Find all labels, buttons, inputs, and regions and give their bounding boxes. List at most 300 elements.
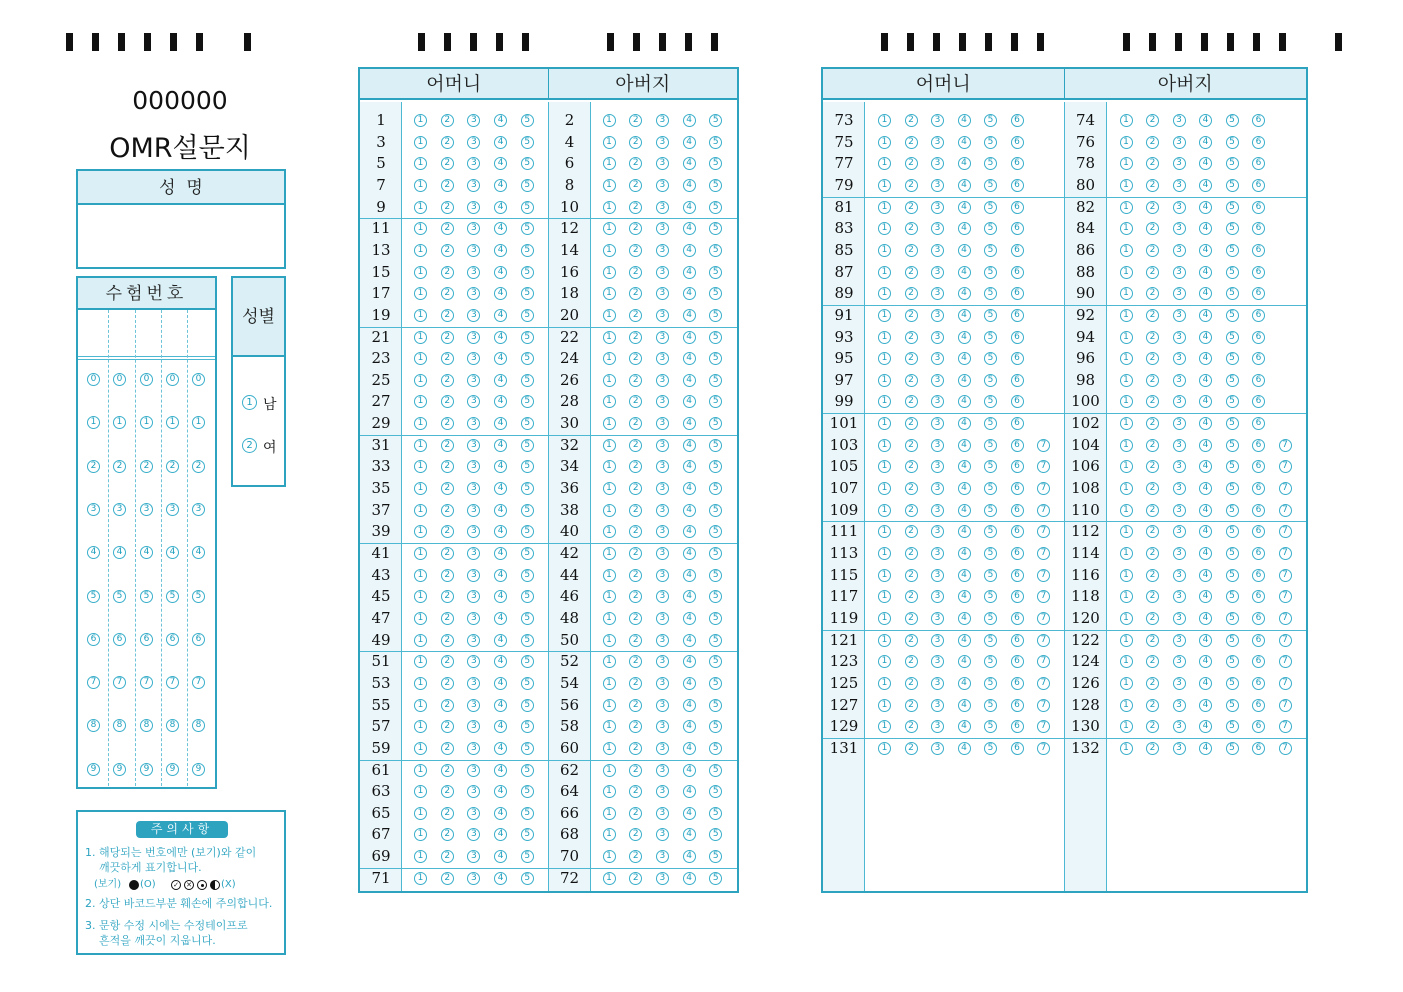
answer-bubble[interactable]: 1 — [603, 807, 616, 820]
answer-bubble[interactable]: 1 — [603, 157, 616, 170]
answer-bubble[interactable]: 5 — [984, 612, 997, 625]
answer-bubble[interactable]: 3 — [656, 439, 669, 452]
answer-bubble[interactable]: 4 — [494, 612, 507, 625]
answer-bubble[interactable]: 1 — [603, 244, 616, 257]
answer-bubble[interactable]: 1 — [878, 460, 891, 473]
answer-bubble[interactable]: 6 — [1011, 547, 1024, 560]
answer-bubble[interactable]: 2 — [1146, 634, 1159, 647]
answer-bubble[interactable]: 2 — [629, 677, 642, 690]
answer-bubble[interactable]: 6 — [1011, 525, 1024, 538]
answer-bubble[interactable]: 3 — [1173, 395, 1186, 408]
answer-bubble[interactable]: 5 — [984, 287, 997, 300]
answer-bubble[interactable]: 3 — [467, 331, 480, 344]
answer-bubble[interactable]: 5 — [709, 655, 722, 668]
answer-bubble[interactable]: 6 — [1252, 547, 1265, 560]
answer-bubble[interactable]: 2 — [905, 547, 918, 560]
answer-bubble[interactable]: 2 — [905, 590, 918, 603]
answer-bubble[interactable]: 2 — [629, 179, 642, 192]
answer-bubble[interactable]: 1 — [603, 395, 616, 408]
answer-bubble[interactable]: 3 — [931, 331, 944, 344]
answer-bubble[interactable]: 1 — [1120, 439, 1133, 452]
exam-digit-bubble[interactable]: 0 — [87, 373, 100, 386]
answer-bubble[interactable]: 5 — [1226, 374, 1239, 387]
answer-bubble[interactable]: 3 — [931, 634, 944, 647]
answer-bubble[interactable]: 3 — [656, 460, 669, 473]
answer-bubble[interactable]: 3 — [656, 677, 669, 690]
answer-bubble[interactable]: 2 — [441, 179, 454, 192]
answer-bubble[interactable]: 4 — [1199, 460, 1212, 473]
answer-bubble[interactable]: 2 — [1146, 742, 1159, 755]
answer-bubble[interactable]: 3 — [656, 525, 669, 538]
answer-bubble[interactable]: 3 — [467, 179, 480, 192]
answer-bubble[interactable]: 7 — [1037, 504, 1050, 517]
answer-bubble[interactable]: 5 — [984, 439, 997, 452]
answer-bubble[interactable]: 2 — [629, 569, 642, 582]
answer-bubble[interactable]: 2 — [441, 720, 454, 733]
answer-bubble[interactable]: 4 — [683, 482, 696, 495]
answer-bubble[interactable]: 5 — [984, 677, 997, 690]
answer-bubble[interactable]: 4 — [1199, 634, 1212, 647]
answer-bubble[interactable]: 3 — [656, 266, 669, 279]
answer-bubble[interactable]: 6 — [1252, 179, 1265, 192]
answer-bubble[interactable]: 2 — [905, 569, 918, 582]
answer-bubble[interactable]: 1 — [603, 785, 616, 798]
answer-bubble[interactable]: 6 — [1011, 244, 1024, 257]
answer-bubble[interactable]: 3 — [467, 677, 480, 690]
answer-bubble[interactable]: 1 — [603, 720, 616, 733]
answer-bubble[interactable]: 3 — [467, 764, 480, 777]
answer-bubble[interactable]: 6 — [1011, 395, 1024, 408]
answer-bubble[interactable]: 3 — [656, 590, 669, 603]
answer-bubble[interactable]: 3 — [931, 266, 944, 279]
answer-bubble[interactable]: 5 — [521, 569, 534, 582]
answer-bubble[interactable]: 3 — [656, 482, 669, 495]
answer-bubble[interactable]: 4 — [494, 764, 507, 777]
answer-bubble[interactable]: 6 — [1011, 136, 1024, 149]
answer-bubble[interactable]: 3 — [1173, 590, 1186, 603]
answer-bubble[interactable]: 2 — [629, 612, 642, 625]
answer-bubble[interactable]: 5 — [709, 785, 722, 798]
answer-bubble[interactable]: 5 — [984, 634, 997, 647]
answer-bubble[interactable]: 1 — [414, 395, 427, 408]
answer-bubble[interactable]: 5 — [521, 201, 534, 214]
answer-bubble[interactable]: 4 — [494, 720, 507, 733]
answer-bubble[interactable]: 4 — [494, 634, 507, 647]
answer-bubble[interactable]: 3 — [1173, 612, 1186, 625]
answer-bubble[interactable]: 1 — [1120, 634, 1133, 647]
answer-bubble[interactable]: 2 — [441, 287, 454, 300]
answer-bubble[interactable]: 4 — [494, 677, 507, 690]
answer-bubble[interactable]: 2 — [1146, 157, 1159, 170]
answer-bubble[interactable]: 5 — [521, 612, 534, 625]
answer-bubble[interactable]: 2 — [905, 439, 918, 452]
answer-bubble[interactable]: 3 — [467, 655, 480, 668]
answer-bubble[interactable]: 4 — [683, 677, 696, 690]
answer-bubble[interactable]: 3 — [656, 872, 669, 885]
answer-bubble[interactable]: 7 — [1037, 547, 1050, 560]
answer-bubble[interactable]: 3 — [656, 634, 669, 647]
answer-bubble[interactable]: 4 — [683, 785, 696, 798]
answer-bubble[interactable]: 1 — [414, 655, 427, 668]
answer-bubble[interactable]: 5 — [1226, 244, 1239, 257]
answer-bubble[interactable]: 4 — [958, 222, 971, 235]
answer-bubble[interactable]: 1 — [878, 590, 891, 603]
answer-bubble[interactable]: 4 — [958, 417, 971, 430]
answer-bubble[interactable]: 1 — [1120, 374, 1133, 387]
answer-bubble[interactable]: 4 — [683, 634, 696, 647]
answer-bubble[interactable]: 1 — [414, 417, 427, 430]
answer-bubble[interactable]: 2 — [629, 222, 642, 235]
answer-bubble[interactable]: 5 — [521, 395, 534, 408]
answer-bubble[interactable]: 5 — [984, 742, 997, 755]
answer-bubble[interactable]: 5 — [1226, 395, 1239, 408]
answer-bubble[interactable]: 1 — [878, 569, 891, 582]
answer-bubble[interactable]: 3 — [1173, 525, 1186, 538]
answer-bubble[interactable]: 4 — [1199, 525, 1212, 538]
answer-bubble[interactable]: 3 — [467, 439, 480, 452]
answer-bubble[interactable]: 4 — [1199, 179, 1212, 192]
answer-bubble[interactable]: 2 — [1146, 352, 1159, 365]
answer-bubble[interactable]: 4 — [958, 482, 971, 495]
answer-bubble[interactable]: 3 — [1173, 136, 1186, 149]
answer-bubble[interactable]: 4 — [958, 634, 971, 647]
exam-digit-bubble[interactable]: 5 — [192, 590, 205, 603]
answer-bubble[interactable]: 5 — [709, 504, 722, 517]
answer-bubble[interactable]: 1 — [414, 612, 427, 625]
answer-bubble[interactable]: 2 — [905, 179, 918, 192]
answer-bubble[interactable]: 3 — [1173, 222, 1186, 235]
exam-digit-bubble[interactable]: 5 — [113, 590, 126, 603]
answer-bubble[interactable]: 3 — [656, 352, 669, 365]
answer-bubble[interactable]: 2 — [1146, 720, 1159, 733]
answer-bubble[interactable]: 4 — [683, 547, 696, 560]
answer-bubble[interactable]: 5 — [709, 634, 722, 647]
answer-bubble[interactable]: 1 — [414, 331, 427, 344]
answer-bubble[interactable]: 1 — [1120, 157, 1133, 170]
exam-digit-bubble[interactable]: 1 — [113, 416, 126, 429]
answer-bubble[interactable]: 5 — [709, 482, 722, 495]
answer-bubble[interactable]: 4 — [1199, 114, 1212, 127]
answer-bubble[interactable]: 2 — [629, 114, 642, 127]
answer-bubble[interactable]: 4 — [958, 720, 971, 733]
answer-bubble[interactable]: 1 — [1120, 244, 1133, 257]
answer-bubble[interactable]: 2 — [441, 699, 454, 712]
answer-bubble[interactable]: 1 — [878, 439, 891, 452]
answer-bubble[interactable]: 2 — [905, 720, 918, 733]
answer-bubble[interactable]: 2 — [905, 374, 918, 387]
answer-bubble[interactable]: 3 — [1173, 244, 1186, 257]
answer-bubble[interactable]: 3 — [467, 872, 480, 885]
answer-bubble[interactable]: 4 — [683, 374, 696, 387]
answer-bubble[interactable]: 2 — [441, 352, 454, 365]
answer-bubble[interactable]: 2 — [905, 309, 918, 322]
answer-bubble[interactable]: 3 — [467, 828, 480, 841]
exam-digit-bubble[interactable]: 2 — [192, 460, 205, 473]
answer-bubble[interactable]: 2 — [441, 742, 454, 755]
answer-bubble[interactable]: 1 — [1120, 352, 1133, 365]
answer-bubble[interactable]: 1 — [414, 287, 427, 300]
exam-digit-bubble[interactable]: 4 — [87, 546, 100, 559]
answer-bubble[interactable]: 2 — [441, 525, 454, 538]
answer-bubble[interactable]: 2 — [629, 634, 642, 647]
answer-bubble[interactable]: 4 — [1199, 655, 1212, 668]
answer-bubble[interactable]: 4 — [494, 828, 507, 841]
answer-bubble[interactable]: 4 — [494, 482, 507, 495]
answer-bubble[interactable]: 6 — [1252, 331, 1265, 344]
answer-bubble[interactable]: 3 — [656, 655, 669, 668]
answer-bubble[interactable]: 3 — [467, 807, 480, 820]
answer-bubble[interactable]: 5 — [521, 850, 534, 863]
answer-bubble[interactable]: 2 — [905, 222, 918, 235]
answer-bubble[interactable]: 2 — [905, 677, 918, 690]
answer-bubble[interactable]: 6 — [1252, 504, 1265, 517]
answer-bubble[interactable]: 5 — [1226, 504, 1239, 517]
answer-bubble[interactable]: 2 — [441, 504, 454, 517]
answer-bubble[interactable]: 1 — [414, 872, 427, 885]
exam-digit-bubble[interactable]: 8 — [192, 719, 205, 732]
exam-digit-bubble[interactable]: 1 — [140, 416, 153, 429]
answer-bubble[interactable]: 7 — [1037, 634, 1050, 647]
answer-bubble[interactable]: 1 — [414, 699, 427, 712]
exam-digit-bubble[interactable]: 6 — [140, 633, 153, 646]
exam-digit-bubble[interactable]: 6 — [87, 633, 100, 646]
answer-bubble[interactable]: 4 — [683, 720, 696, 733]
answer-bubble[interactable]: 4 — [958, 157, 971, 170]
answer-bubble[interactable]: 6 — [1011, 287, 1024, 300]
answer-bubble[interactable]: 3 — [1173, 266, 1186, 279]
answer-bubble[interactable]: 5 — [521, 807, 534, 820]
answer-bubble[interactable]: 3 — [931, 612, 944, 625]
answer-bubble[interactable]: 4 — [494, 547, 507, 560]
answer-bubble[interactable]: 3 — [656, 201, 669, 214]
answer-bubble[interactable]: 4 — [494, 699, 507, 712]
answer-bubble[interactable]: 2 — [905, 352, 918, 365]
answer-bubble[interactable]: 6 — [1011, 331, 1024, 344]
answer-bubble[interactable]: 1 — [414, 460, 427, 473]
answer-bubble[interactable]: 3 — [467, 850, 480, 863]
answer-bubble[interactable]: 1 — [603, 828, 616, 841]
answer-bubble[interactable]: 5 — [1226, 590, 1239, 603]
answer-bubble[interactable]: 1 — [414, 201, 427, 214]
answer-bubble[interactable]: 3 — [656, 287, 669, 300]
answer-bubble[interactable]: 4 — [1199, 266, 1212, 279]
answer-bubble[interactable]: 2 — [1146, 612, 1159, 625]
answer-bubble[interactable]: 3 — [931, 569, 944, 582]
answer-bubble[interactable]: 7 — [1279, 460, 1292, 473]
answer-bubble[interactable]: 5 — [709, 590, 722, 603]
answer-bubble[interactable]: 7 — [1037, 612, 1050, 625]
answer-bubble[interactable]: 5 — [984, 482, 997, 495]
answer-bubble[interactable]: 6 — [1011, 201, 1024, 214]
answer-bubble[interactable]: 2 — [1146, 482, 1159, 495]
answer-bubble[interactable]: 4 — [683, 850, 696, 863]
answer-bubble[interactable]: 5 — [521, 136, 534, 149]
answer-bubble[interactable]: 4 — [683, 525, 696, 538]
answer-bubble[interactable]: 1 — [878, 287, 891, 300]
answer-bubble[interactable]: 3 — [1173, 634, 1186, 647]
answer-bubble[interactable]: 4 — [683, 460, 696, 473]
answer-bubble[interactable]: 2 — [629, 287, 642, 300]
answer-bubble[interactable]: 2 — [441, 590, 454, 603]
answer-bubble[interactable]: 1 — [1120, 287, 1133, 300]
answer-bubble[interactable]: 2 — [441, 136, 454, 149]
answer-bubble[interactable]: 5 — [521, 309, 534, 322]
answer-bubble[interactable]: 5 — [984, 352, 997, 365]
answer-bubble[interactable]: 5 — [1226, 742, 1239, 755]
answer-bubble[interactable]: 2 — [441, 764, 454, 777]
answer-bubble[interactable]: 4 — [683, 179, 696, 192]
exam-digit-bubble[interactable]: 7 — [87, 676, 100, 689]
answer-bubble[interactable]: 4 — [958, 352, 971, 365]
answer-bubble[interactable]: 1 — [1120, 612, 1133, 625]
answer-bubble[interactable]: 5 — [521, 114, 534, 127]
answer-bubble[interactable]: 1 — [878, 720, 891, 733]
answer-bubble[interactable]: 1 — [603, 634, 616, 647]
answer-bubble[interactable]: 3 — [931, 677, 944, 690]
answer-bubble[interactable]: 1 — [878, 547, 891, 560]
answer-bubble[interactable]: 6 — [1011, 439, 1024, 452]
answer-bubble[interactable]: 3 — [467, 157, 480, 170]
answer-bubble[interactable]: 6 — [1011, 157, 1024, 170]
answer-bubble[interactable]: 3 — [1173, 114, 1186, 127]
answer-bubble[interactable]: 5 — [1226, 309, 1239, 322]
answer-bubble[interactable]: 2 — [441, 547, 454, 560]
answer-bubble[interactable]: 3 — [656, 612, 669, 625]
answer-bubble[interactable]: 4 — [683, 504, 696, 517]
answer-bubble[interactable]: 5 — [1226, 547, 1239, 560]
answer-bubble[interactable]: 2 — [629, 374, 642, 387]
answer-bubble[interactable]: 1 — [878, 266, 891, 279]
answer-bubble[interactable]: 5 — [984, 331, 997, 344]
answer-bubble[interactable]: 3 — [656, 222, 669, 235]
answer-bubble[interactable]: 5 — [521, 179, 534, 192]
answer-bubble[interactable]: 4 — [494, 157, 507, 170]
answer-bubble[interactable]: 1 — [1120, 742, 1133, 755]
answer-bubble[interactable]: 6 — [1252, 590, 1265, 603]
answer-bubble[interactable]: 1 — [1120, 655, 1133, 668]
answer-bubble[interactable]: 4 — [494, 850, 507, 863]
answer-bubble[interactable]: 1 — [414, 309, 427, 322]
exam-digit-bubble[interactable]: 2 — [87, 460, 100, 473]
answer-bubble[interactable]: 1 — [1120, 222, 1133, 235]
answer-bubble[interactable]: 2 — [629, 850, 642, 863]
answer-bubble[interactable]: 5 — [709, 569, 722, 582]
answer-bubble[interactable]: 4 — [958, 374, 971, 387]
answer-bubble[interactable]: 1 — [1120, 569, 1133, 582]
answer-bubble[interactable]: 1 — [603, 331, 616, 344]
answer-bubble[interactable]: 3 — [931, 699, 944, 712]
exam-digit-bubble[interactable]: 6 — [192, 633, 205, 646]
answer-bubble[interactable]: 5 — [1226, 417, 1239, 430]
answer-bubble[interactable]: 2 — [441, 482, 454, 495]
answer-bubble[interactable]: 6 — [1011, 374, 1024, 387]
answer-bubble[interactable]: 5 — [1226, 612, 1239, 625]
exam-digit-bubble[interactable]: 5 — [87, 590, 100, 603]
answer-bubble[interactable]: 6 — [1011, 677, 1024, 690]
answer-bubble[interactable]: 1 — [603, 655, 616, 668]
answer-bubble[interactable]: 2 — [441, 114, 454, 127]
answer-bubble[interactable]: 6 — [1252, 114, 1265, 127]
answer-bubble[interactable]: 3 — [1173, 742, 1186, 755]
answer-bubble[interactable]: 3 — [1173, 331, 1186, 344]
answer-bubble[interactable]: 7 — [1037, 569, 1050, 582]
answer-bubble[interactable]: 5 — [709, 244, 722, 257]
answer-bubble[interactable]: 1 — [878, 395, 891, 408]
answer-bubble[interactable]: 6 — [1252, 699, 1265, 712]
answer-bubble[interactable]: 4 — [958, 742, 971, 755]
answer-bubble[interactable]: 5 — [1226, 634, 1239, 647]
answer-bubble[interactable]: 1 — [414, 677, 427, 690]
answer-bubble[interactable]: 5 — [1226, 287, 1239, 300]
answer-bubble[interactable]: 4 — [1199, 612, 1212, 625]
answer-bubble[interactable]: 4 — [683, 114, 696, 127]
answer-bubble[interactable]: 1 — [1120, 720, 1133, 733]
answer-bubble[interactable]: 4 — [958, 699, 971, 712]
answer-bubble[interactable]: 5 — [1226, 677, 1239, 690]
answer-bubble[interactable]: 3 — [656, 157, 669, 170]
answer-bubble[interactable]: 5 — [1226, 201, 1239, 214]
answer-bubble[interactable]: 5 — [984, 460, 997, 473]
answer-bubble[interactable]: 6 — [1011, 460, 1024, 473]
answer-bubble[interactable]: 3 — [931, 244, 944, 257]
answer-bubble[interactable]: 3 — [931, 395, 944, 408]
answer-bubble[interactable]: 4 — [494, 201, 507, 214]
exam-digit-bubble[interactable]: 9 — [140, 763, 153, 776]
answer-bubble[interactable]: 1 — [878, 677, 891, 690]
exam-number-input-row[interactable] — [78, 310, 215, 356]
exam-digit-bubble[interactable]: 4 — [140, 546, 153, 559]
answer-bubble[interactable]: 1 — [603, 569, 616, 582]
answer-bubble[interactable]: 4 — [683, 309, 696, 322]
answer-bubble[interactable]: 3 — [656, 136, 669, 149]
exam-digit-bubble[interactable]: 5 — [140, 590, 153, 603]
answer-bubble[interactable]: 3 — [1173, 157, 1186, 170]
answer-bubble[interactable]: 5 — [984, 222, 997, 235]
answer-bubble[interactable]: 4 — [1199, 720, 1212, 733]
answer-bubble[interactable]: 4 — [683, 266, 696, 279]
answer-bubble[interactable]: 3 — [467, 352, 480, 365]
answer-bubble[interactable]: 1 — [414, 266, 427, 279]
answer-bubble[interactable]: 4 — [958, 677, 971, 690]
answer-bubble[interactable]: 4 — [1199, 742, 1212, 755]
answer-bubble[interactable]: 5 — [1226, 352, 1239, 365]
answer-bubble[interactable]: 2 — [441, 309, 454, 322]
answer-bubble[interactable]: 2 — [905, 699, 918, 712]
answer-bubble[interactable]: 3 — [931, 136, 944, 149]
name-field[interactable] — [78, 205, 284, 265]
answer-bubble[interactable]: 4 — [683, 222, 696, 235]
answer-bubble[interactable]: 3 — [931, 742, 944, 755]
answer-bubble[interactable]: 2 — [441, 266, 454, 279]
answer-bubble[interactable]: 2 — [629, 201, 642, 214]
answer-bubble[interactable]: 7 — [1279, 699, 1292, 712]
answer-bubble[interactable]: 2 — [905, 244, 918, 257]
answer-bubble[interactable]: 5 — [709, 352, 722, 365]
answer-bubble[interactable]: 5 — [1226, 439, 1239, 452]
answer-bubble[interactable]: 4 — [958, 655, 971, 668]
answer-bubble[interactable]: 2 — [1146, 244, 1159, 257]
answer-bubble[interactable]: 6 — [1011, 504, 1024, 517]
answer-bubble[interactable]: 4 — [494, 266, 507, 279]
answer-bubble[interactable]: 2 — [1146, 655, 1159, 668]
answer-bubble[interactable]: 5 — [521, 655, 534, 668]
answer-bubble[interactable]: 4 — [1199, 569, 1212, 582]
answer-bubble[interactable]: 3 — [656, 785, 669, 798]
answer-bubble[interactable]: 6 — [1011, 742, 1024, 755]
exam-digit-bubble[interactable]: 8 — [166, 719, 179, 732]
answer-bubble[interactable]: 7 — [1037, 460, 1050, 473]
answer-bubble[interactable]: 2 — [1146, 417, 1159, 430]
